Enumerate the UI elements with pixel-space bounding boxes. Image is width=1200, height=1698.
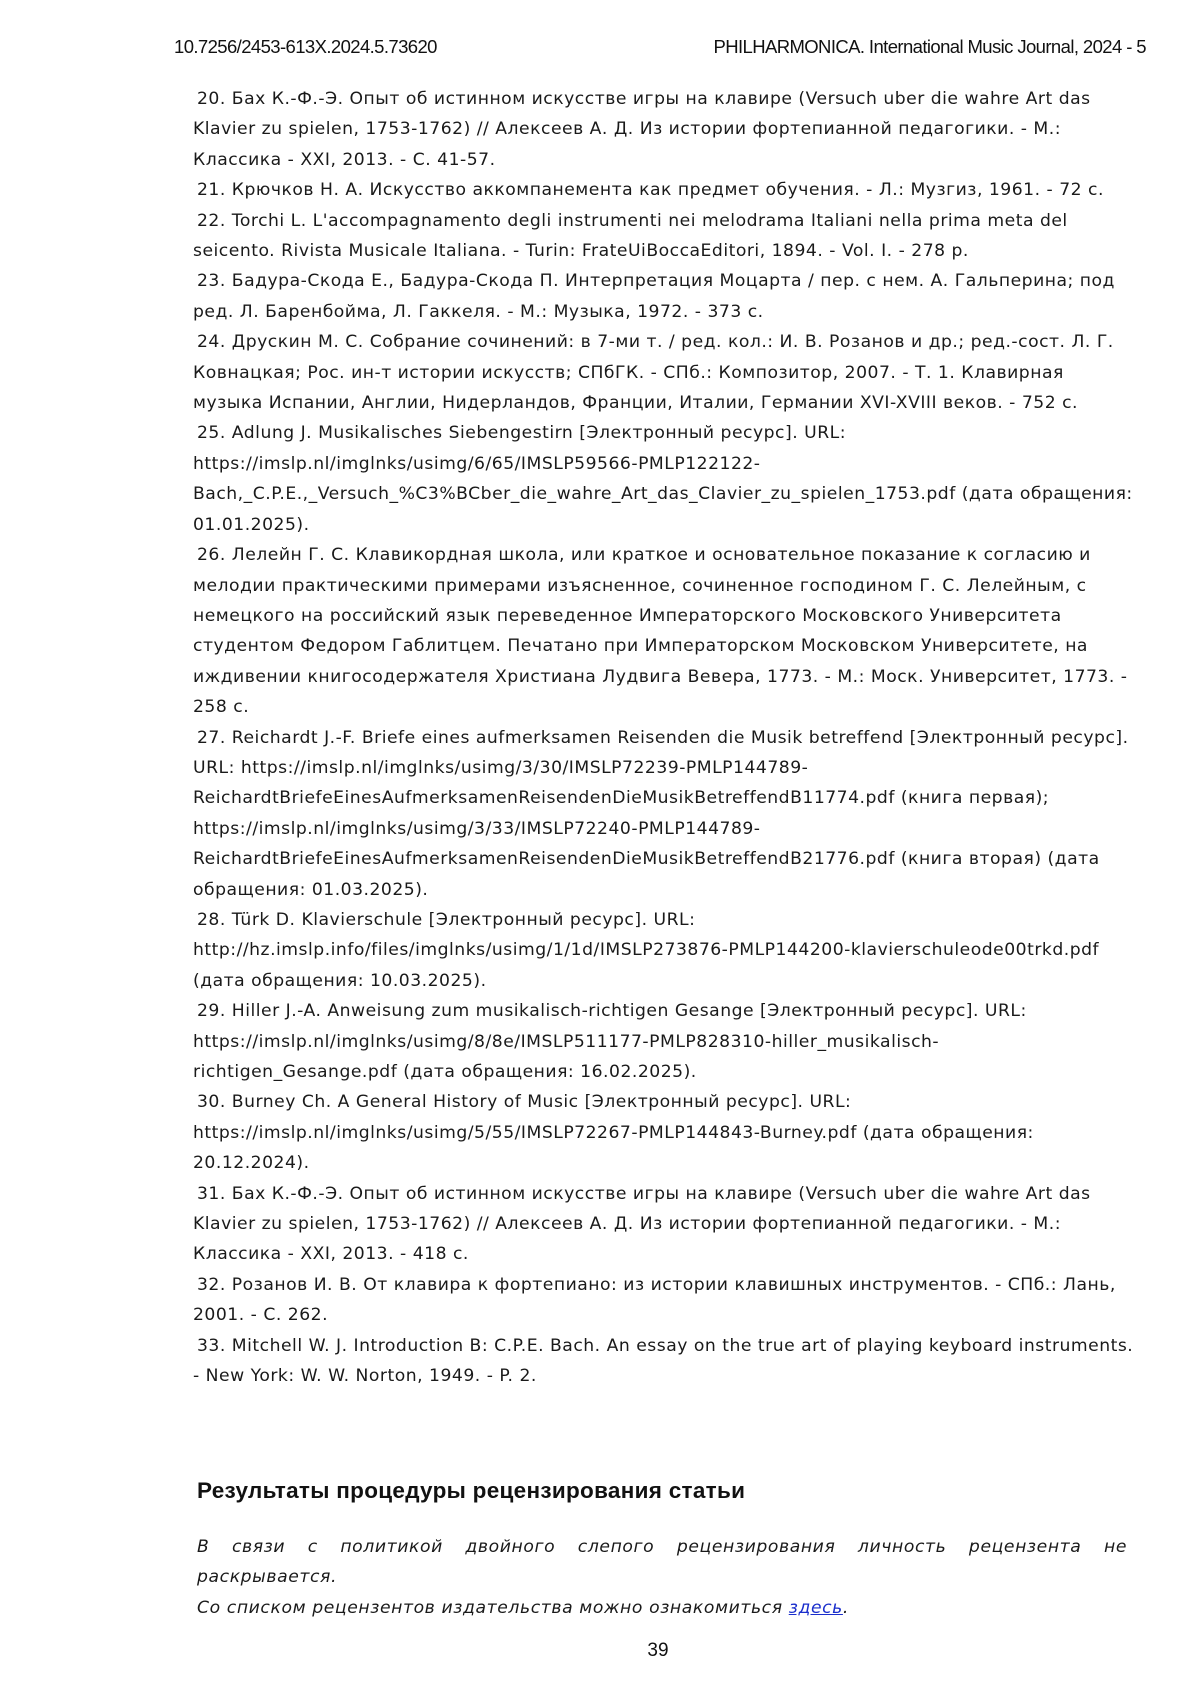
reviewers-list-text: Со списком рецензентов издательства можно ознакомиться — [197, 1597, 789, 1618]
reference-item: 30. Burney Ch. A General History of Music [Электронный ресурс]. URL: https://imslp.nl/imglnks/usimg/5/55/IMSLP72267-PMLP144843-Burney.pdf (дата обращения: 20.12.2024). — [193, 1092, 1034, 1174]
review-section-title: Результаты процедуры рецензирования статьи — [197, 1478, 746, 1503]
reference-item: 31. Бах К.-Ф.-Э. Опыт об истинном искусстве игры на клавире (Versuch uber die wahre Art das Klavier zu spielen, 1753-1762) // Алексеев А. Д. Из истории фортепианной педагогики. - М.: Классика - XXI, 2013. - 418 с. — [193, 1183, 1091, 1265]
reference-item: 23. Бадура-Скода Е., Бадура-Скода П. Интерпретация Моцарта / пер. с нем. А. Гальперина; под ред. Л. Баренбойма, Л. Гаккеля. - М.: Музыка, 1972. - 373 с. — [193, 271, 1115, 322]
review-info — [197, 1532, 1127, 1623]
review-policy-text: В связи с политикой двойного слепого рецензирования личность рецензента не раскрывается. — [197, 1537, 1127, 1588]
reference-item: 20. Бах К.-Ф.-Э. Опыт об истинном искусстве игры на клавире (Versuch uber die wahre Art das Klavier zu spielen, 1753-1762) // Алексеев А. Д. Из истории фортепианной педагогики. - М.: Классика - XXI, 2013. - С. 41-57. — [193, 89, 1091, 170]
reference-item: 22. Torchi L. L'accompagnamento degli instrumenti nei melodrama Italiani nella prima meta del seicento. Rivista Musicale Italiana. - Turin: FrateUiBoccaEditori, 1894. - Vol. I. - 278 p. — [193, 210, 1068, 262]
doi-text: 10.7256/2453-613X.2024.5.73620 — [174, 36, 437, 57]
reference-item: 27. Reichardt J.-F. Briefe eines aufmerksamen Reisenden die Musik betreffend [Электронный ресурс]. URL: https://imslp.nl/imglnks/usimg/3/30/IMSLP72239-PMLP144789-ReichardtBriefeEinesAufmerksamenReisendenDieMusikBetreffendB11774.pdf (книга первая); https://imslp.nl/imglnks/usimg/3/33/IMSLP72240-PMLP144789-ReichardtBriefeEinesAufmerksamenReisendenDieMusikBetreffendB21776.pdf (книга вторая) (дата обращения: 01.03.2025). — [193, 727, 1129, 900]
reference-item: 29. Hiller J.-A. Anweisung zum musikalisch-richtigen Gesange [Электронный ресурс]. URL: https://imslp.nl/imglnks/usimg/8/8e/IMSLP511177-PMLP828310-hiller_musikalisch-richtigen_Gesange.pdf (дата обращения: 16.02.2025). — [193, 1001, 1027, 1082]
reference-item: 33. Mitchell W. J. Introduction B: C.P.E. Bach. An essay on the true art of playing keyboard instruments. - New York: W. W. Norton, 1949. - P. 2. — [193, 1335, 1134, 1387]
journal-title: PHILHARMONICA. International Music Journal, 2024 - 5 — [713, 36, 1146, 57]
reference-item: 25. Adlung J. Musikalisches Siebengestirn [Электронный ресурс]. URL: https://imslp.nl/imglnks/usimg/6/65/IMSLP59566-PMLP122122-Bach,_C.P.E.,_Versuch_%C3%BCber_die_wahre_Art_das_Clavier_zu_spielen_1753.pdf (дата обращения: 01.01.2025). — [193, 423, 1133, 535]
reference-item: 32. Розанов И. В. От клавира к фортепиано: из истории клавишных инструментов. - СПб.: Лань, 2001. - С. 262. — [193, 1274, 1116, 1326]
reviewers-list-end: . — [842, 1597, 849, 1618]
reference-item: 26. Лелейн Г. С. Клавикордная школа, или краткое и основательное показание к согласию и мелодии практическими примерами изъясненное, сочиненное господином Г. С. Лелейным, с немецкого на российский язык переведенное Императорского Московского Университета студентом Федором Габлитцем. Печатано при Императорском Московском Университете, на иждивении книгосодержателя Христиана Лудвига Вевера, 1773. - М.: Моск. Университет, 1773. - 258 с. — [193, 545, 1128, 718]
page-header — [174, 36, 1146, 60]
reference-list — [193, 84, 1135, 1391]
reference-item: 24. Друскин М. С. Собрание сочинений: в 7-ми т. / ред. кол.: И. В. Розанов и др.; ред.-сост. Л. Г. Ковнацкая; Рос. ин-т истории искусств; СПбГК. - СПб.: Композитор, 2007. - Т. 1. Клавирная музыка Испании, Англии, Нидерландов, Франции, Италии, Германии XVI-XVIII веков. - 752 с. — [193, 332, 1114, 414]
reviewers-list-paragraph — [197, 1593, 1127, 1623]
page-number: 39 — [647, 1640, 669, 1661]
reference-item: 21. Крючков Н. А. Искусство аккомпанемента как предмет обучения. - Л.: Музгиз, 1961. - 72 с. — [197, 180, 1104, 201]
reference-item: 28. Türk D. Klavierschule [Электронный ресурс]. URL: http://hz.imslp.info/files/imglnks/usimg/1/1d/IMSLP273876-PMLP144200-klavierschuleode00trkd.pdf (дата обращения: 10.03.2025). — [193, 909, 1100, 991]
reviewers-list-link[interactable]: здесь — [788, 1597, 843, 1618]
